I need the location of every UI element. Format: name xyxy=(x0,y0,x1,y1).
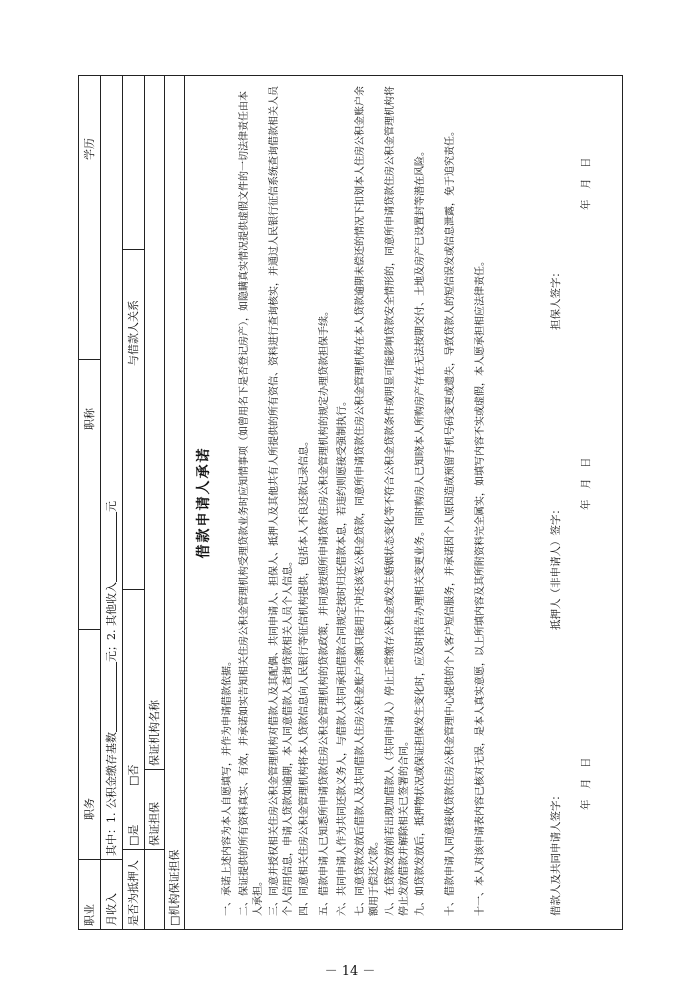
income-unit-1: 元；2. 其他收入 xyxy=(105,582,118,662)
commitment-paragraph-11: 十一、本人对该申请表内容已核对无误，是本人真实意愿，以上所填内容及其所附资料完全属实，如填写内容不实或虚假，本人愿承担相应法律责任。 xyxy=(475,256,486,916)
borrower-sign-date: 年 月 日 xyxy=(580,757,592,810)
commitment-paragraph-1: 一、承诺上述内容为本人自愿填写，并作为申请借款依据。 xyxy=(222,656,233,916)
info-row-titles xyxy=(78,75,101,930)
borrower-signature-label: 借款人及共同申请人签字： xyxy=(550,790,562,916)
provident-base-field[interactable] xyxy=(106,662,117,732)
org-guarantee-checkbox[interactable]: □机构保证担保 xyxy=(168,849,181,926)
commitment-paragraph-4: 四、同意相关住房公积金管理机构将本人贷款信息向人民银行等征信机构提供，包括本人不良还款记录信息。 xyxy=(299,436,310,916)
commitment-title: 借款申请人承诺 xyxy=(196,446,212,559)
commitment-paragraph-5: 五、借款申请人已知悉所申请贷款住房公积金管理机构的贷款政策，并同意按照所申请贷款住房公积金管理机构的规定办理贷款担保手续。 xyxy=(319,306,330,916)
education-label: 学历 xyxy=(83,138,96,160)
commitment-paragraph-2: 二、保证提供的所有资料真实、有效，并承诺如实告知相关住房公积金管理机构受理贷款业务时应知情事项（如曾用名下是否登记房产），如隐瞒真实情况提供虚假文件的一切法律责任由本人承担。 xyxy=(239,91,264,916)
occupation-label: 职业 xyxy=(83,904,96,926)
info-row-income xyxy=(100,75,123,930)
relation-label: 与借款人关系 xyxy=(127,300,140,366)
guarantee-label: 保证担保 xyxy=(148,802,161,846)
info-row-mortgagor xyxy=(122,75,145,930)
info-row-guarantee xyxy=(144,75,165,930)
org-name-label: 保证机构名称 xyxy=(148,700,161,766)
guarantor-sign-date: 年 月 日 xyxy=(580,157,592,210)
rotated-form xyxy=(78,75,623,930)
page-number: － 14 － xyxy=(324,964,376,979)
income-breakdown-text: 其中：1. 公积金缴存基数 xyxy=(105,732,118,856)
mortgagor-yes-checkbox[interactable]: □是 xyxy=(127,824,140,846)
mortgagor-no-checkbox[interactable]: □否 xyxy=(127,764,140,786)
guarantor-signature-label: 担保人签字： xyxy=(550,267,562,330)
commitment-paragraph-8: 八、在贷款发放前若出现加借款人（共同申请人）停止正常缴存公积金或发生婚姻状态变化等不符合公积金贷款条件或明显可能影响贷款安全情形的，同意所申请贷款住房公积金管理机构将停止发放借款并解除相关已签署的合同。 xyxy=(385,86,410,916)
other-income-field[interactable] xyxy=(106,512,117,582)
title-label: 职称 xyxy=(83,408,96,430)
is-mortgagor-label: 是否为抵押人 xyxy=(127,860,140,926)
commitment-paragraph-3: 三、同意并授权相关住房公积金管理机构对借款人及其配偶、共同申请人、担保人、抵押人及其他共有人所提供的所有资信、资料进行查询核实，并通过人民银行征信系统查询借款相关人员个人信用信息，申请人贷款如逾期，本人同意借款人查询贷款相关人员个人信息。 xyxy=(269,86,294,916)
income-unit-2: 元 xyxy=(105,501,118,512)
commitment-paragraph-9: 九、如贷款发放后，抵押物状况或保证担保发生变化时，应及时报告办理相关变更业务。同时购房人已知晓本人所购房产存在无法按期交付、土地及房产已设置封等潜在风险。 xyxy=(415,146,426,916)
position-label: 职务 xyxy=(83,798,96,820)
mortgagor-sign-date: 年 月 日 xyxy=(580,457,592,510)
mortgagor-signature-label: 抵押人（非申请人）签字： xyxy=(550,504,562,630)
table-bottom-rule xyxy=(184,75,185,930)
commitment-paragraph-10: 十、借款申请人同意接收贷款住房公积金管理中心提供的个人客户短信服务，并承诺因个人原因造成预留手机号码变更或遗失，导致贷款人的短信误发或信息泄露，免于追究责任。 xyxy=(445,126,456,916)
monthly-income-label: 月收入 xyxy=(105,893,118,926)
commitment-paragraph-6: 六、共同申请人作为共同还款义务人，与借款人共同承担借款合同规定按时归还借款本息，若违约则愿接受强制执行。 xyxy=(337,396,348,916)
commitment-paragraph-7: 七、同意贷款发放后借款人及共同借款人住房公积金账户余额只能用于冲还该笔公积金贷款，同意所申请贷款住房公积金管理机构在本人贷款逾期未偿还的情况下扣划本人住房公积金账户余额用于偿还欠款。 xyxy=(355,86,380,916)
income-breakdown xyxy=(100,75,122,860)
